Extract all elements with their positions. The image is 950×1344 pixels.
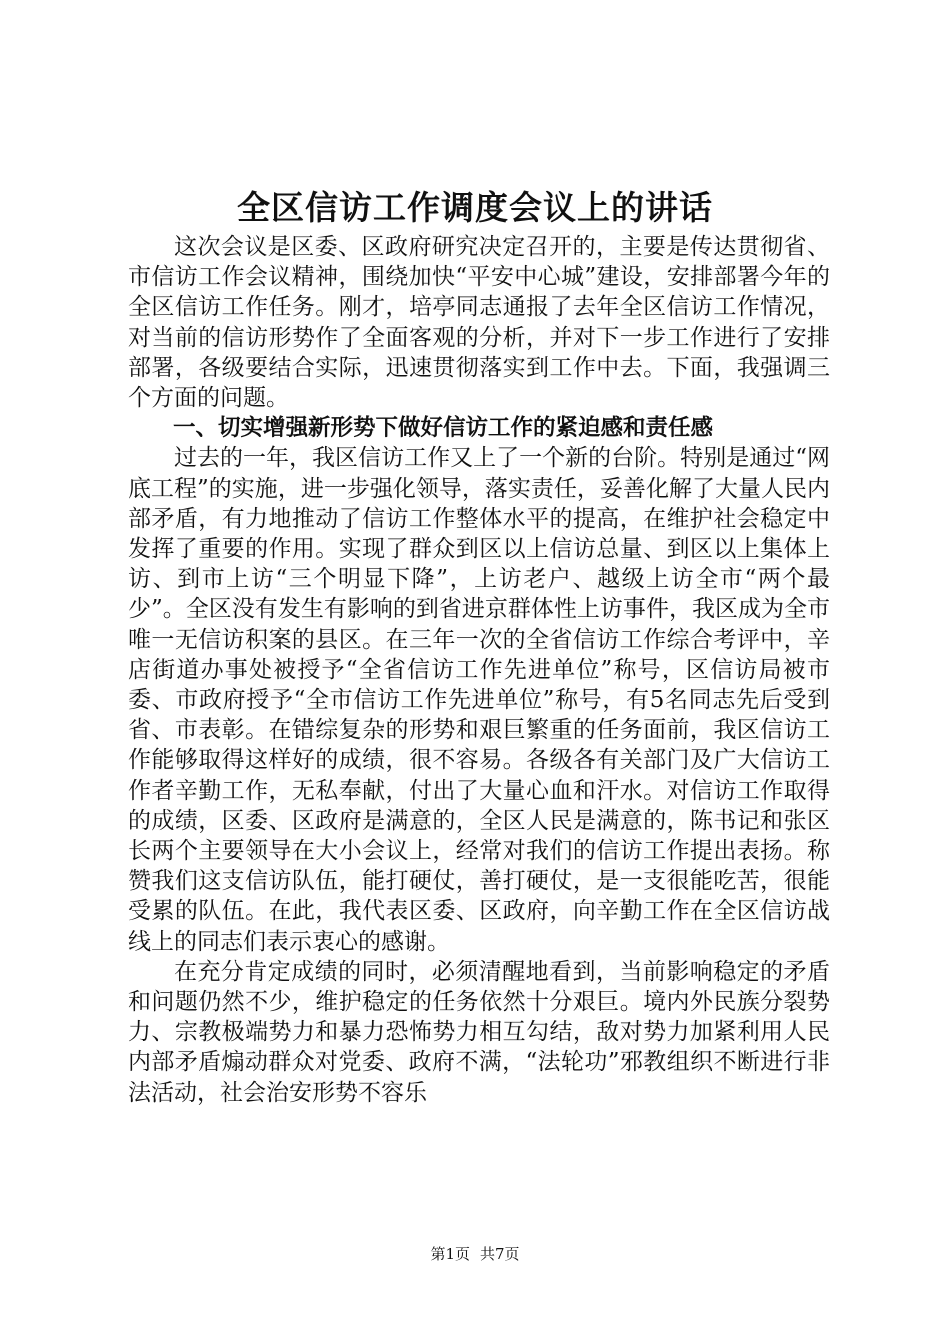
page-total: 共7页 xyxy=(480,1245,520,1263)
paragraph-achievements: 过去的一年，我区信访工作又上了一个新的台阶。特别是通过“网底工程”的实施，进一步强化领导，落实责任，妥善化解了大量人民内部矛盾，有力地推动了信访工作整体水平的提高，在维护社会稳定中发挥了重要的作用。实现了群众到区以上信访总量、到区以上集体上访、到市上访“三个明显下降”，上访老户、越级上访全市“两个最少”。全区没有发生有影响的到省进京群体性上访事件，我区成为全市唯一无信访积案的县区。在三年一次的全省信访工作综合考评中，辛店街道办事处被授予“全省信访工作先进单位”称号，区信访局被市委、市政府授予“全市信访工作先进单位”称号，有5名同志先后受到省、市表彰。在错综复杂的形势和艰巨繁重的任务面前，我区信访工作能够取得这样好的成绩，很不容易。各级各有关部门及广大信访工作者辛勤工作，无私奉献，付出了大量心血和汗水。对信访工作取得的成绩，区委、区政府是满意的，全区人民是满意的，陈书记和张区长两个主要领导在大小会议上，经常对我们的信访工作提出表扬。称赞我们这支信访队伍，能打硬仗，善打硬仗，是一支很能吃苦，很能受累的队伍。在此，我代表区委、区政府，向辛勤工作在全区信访战线上的同志们表示衷心的感谢。 xyxy=(128,445,830,955)
document-title: 全区信访工作调度会议上的讲话 xyxy=(237,188,713,227)
page-number: 第1页 xyxy=(430,1245,470,1263)
section-heading-1: 一、切实增强新形势下做好信访工作的紧迫感和责任感 xyxy=(173,415,714,442)
paragraph-challenges: 在充分肯定成绩的同时，必须清醒地看到，当前影响稳定的矛盾和问题仍然不少，维护稳定的任务依然十分艰巨。境内外民族分裂势力、宗教极端势力和暴力恐怖势力相互勾结，敌对势力加紧利用人民内部矛盾煽动群众对党委、政府不满，“法轮功”邪教组织不断进行非法活动，社会治安形势不容乐 xyxy=(128,958,830,1106)
page-footer xyxy=(0,1243,950,1265)
document-body xyxy=(128,232,830,1108)
paragraph-intro: 这次会议是区委、区政府研究决定召开的，主要是传达贯彻省、市信访工作会议精神，围绕加快“平安中心城”建设，安排部署今年的全区信访工作任务。刚才，培亭同志通报了去年全区信访工作情况，对当前的信访形势作了全面客观的分析，并对下一步工作进行了安排部署，各级要结合实际，迅速贯彻落实到工作中去。下面，我强调三个方面的问题。 xyxy=(128,234,830,412)
